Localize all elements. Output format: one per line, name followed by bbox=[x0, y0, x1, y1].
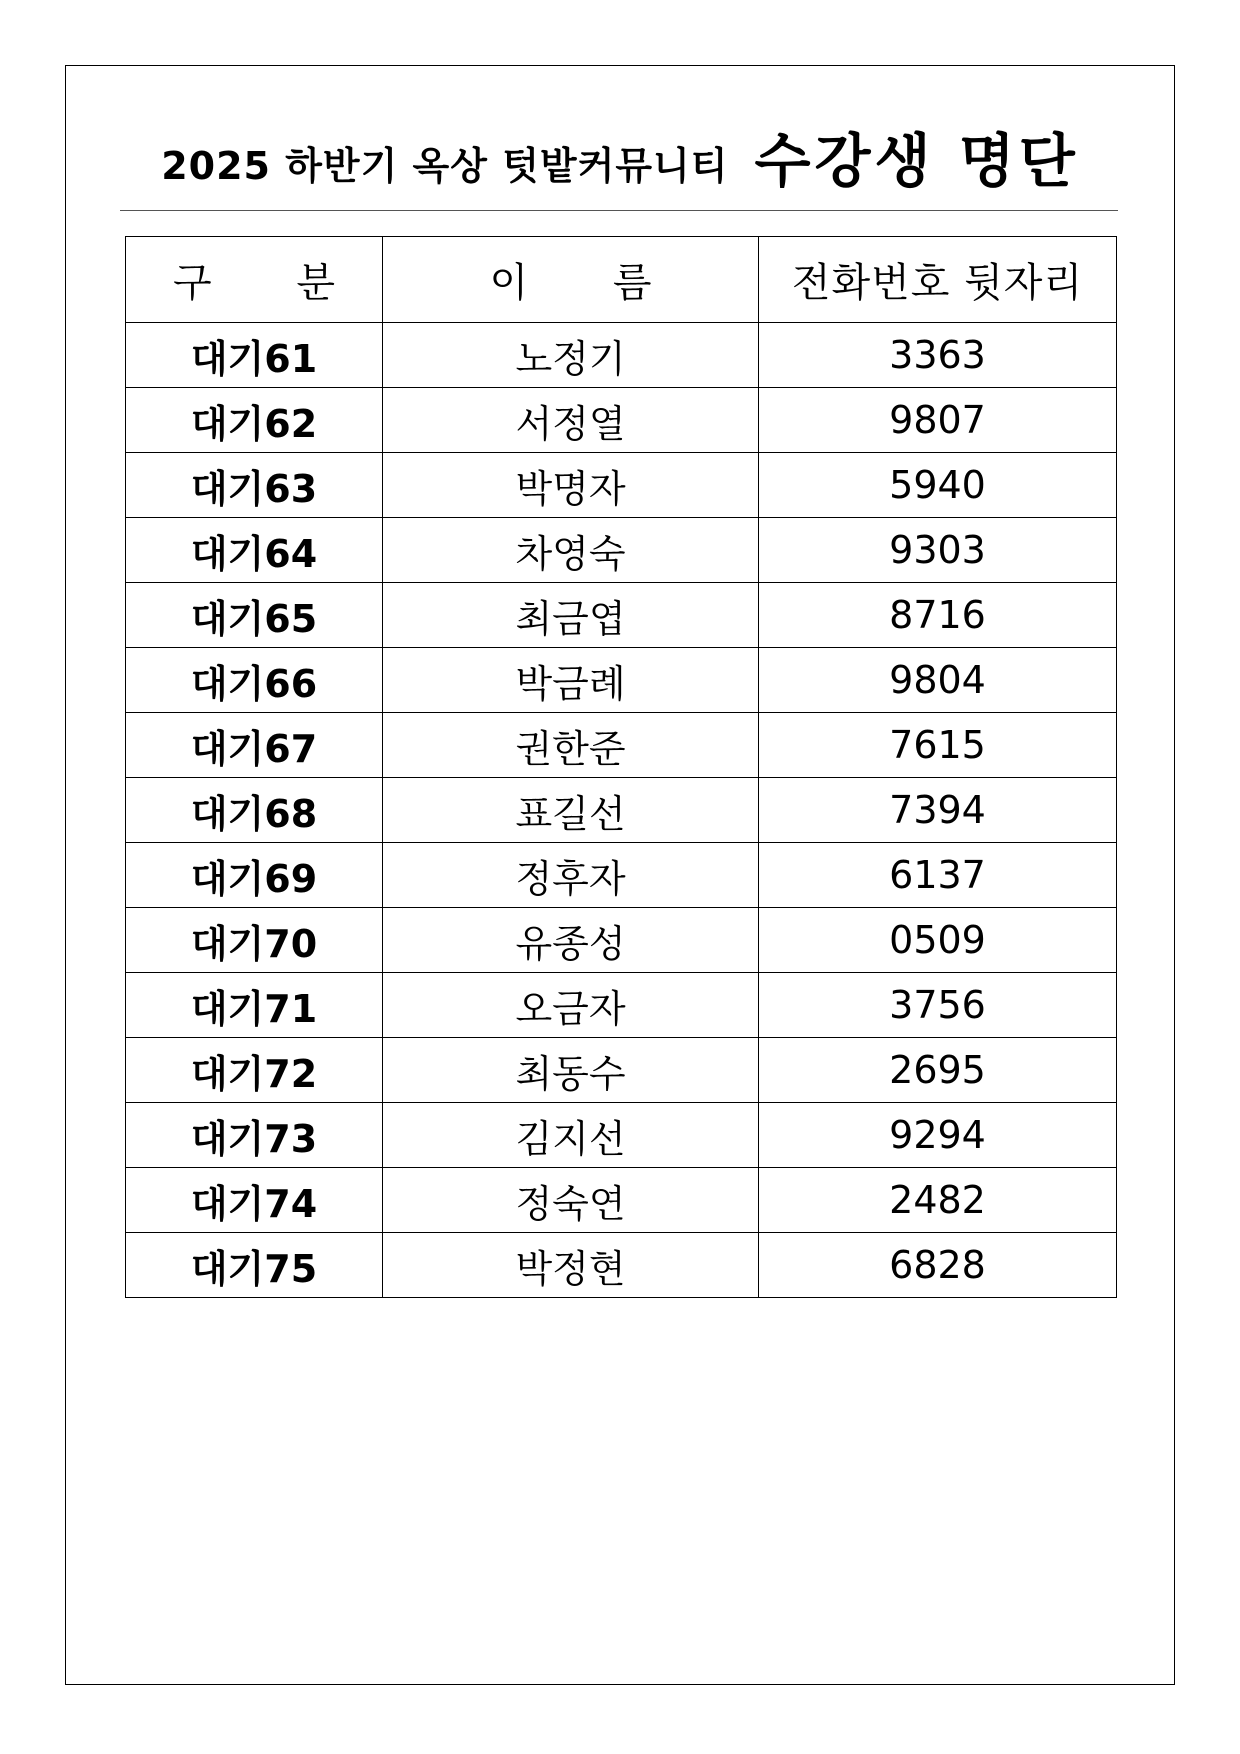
row-name: 박정현 bbox=[383, 1233, 759, 1298]
row-phone: 2482 bbox=[759, 1168, 1117, 1233]
row-category: 대기67 bbox=[126, 713, 383, 778]
row-phone: 6828 bbox=[759, 1233, 1117, 1298]
title-main: 수강생 명단 bbox=[754, 127, 1079, 195]
roster-table bbox=[125, 236, 1117, 1298]
header-phone: 전화번호 뒷자리 bbox=[759, 237, 1117, 323]
row-category: 대기74 bbox=[126, 1168, 383, 1233]
table-row bbox=[126, 1233, 1117, 1298]
table-row bbox=[126, 1103, 1117, 1168]
row-category: 대기66 bbox=[126, 648, 383, 713]
document-title bbox=[120, 118, 1120, 198]
row-category: 대기75 bbox=[126, 1233, 383, 1298]
header-category: 구 분 bbox=[126, 237, 383, 323]
row-category: 대기69 bbox=[126, 843, 383, 908]
table-row bbox=[126, 713, 1117, 778]
row-phone: 3756 bbox=[759, 973, 1117, 1038]
row-phone: 7615 bbox=[759, 713, 1117, 778]
table-row bbox=[126, 453, 1117, 518]
row-phone: 8716 bbox=[759, 583, 1117, 648]
row-name: 박명자 bbox=[383, 453, 759, 518]
table-row bbox=[126, 583, 1117, 648]
row-category: 대기70 bbox=[126, 908, 383, 973]
row-phone: 9294 bbox=[759, 1103, 1117, 1168]
table-row bbox=[126, 323, 1117, 388]
row-category: 대기72 bbox=[126, 1038, 383, 1103]
table-row bbox=[126, 908, 1117, 973]
row-category: 대기71 bbox=[126, 973, 383, 1038]
table-row bbox=[126, 778, 1117, 843]
row-name: 김지선 bbox=[383, 1103, 759, 1168]
row-category: 대기63 bbox=[126, 453, 383, 518]
row-name: 유종성 bbox=[383, 908, 759, 973]
row-category: 대기68 bbox=[126, 778, 383, 843]
row-name: 차영숙 bbox=[383, 518, 759, 583]
row-category: 대기73 bbox=[126, 1103, 383, 1168]
row-category: 대기62 bbox=[126, 388, 383, 453]
table-row bbox=[126, 388, 1117, 453]
title-divider bbox=[120, 210, 1118, 211]
table-row bbox=[126, 518, 1117, 583]
row-name: 정후자 bbox=[383, 843, 759, 908]
header-name: 이 름 bbox=[383, 237, 759, 323]
row-phone: 9303 bbox=[759, 518, 1117, 583]
row-category: 대기65 bbox=[126, 583, 383, 648]
row-category: 대기61 bbox=[126, 323, 383, 388]
row-name: 박금례 bbox=[383, 648, 759, 713]
row-phone: 5940 bbox=[759, 453, 1117, 518]
row-name: 표길선 bbox=[383, 778, 759, 843]
table-header-row bbox=[126, 237, 1117, 323]
table-row bbox=[126, 648, 1117, 713]
row-phone: 3363 bbox=[759, 323, 1117, 388]
row-phone: 9807 bbox=[759, 388, 1117, 453]
title-prefix: 2025 하반기 옥상 텃밭커뮤니티 bbox=[161, 144, 729, 188]
row-name: 오금자 bbox=[383, 973, 759, 1038]
row-phone: 0509 bbox=[759, 908, 1117, 973]
row-phone: 9804 bbox=[759, 648, 1117, 713]
row-name: 최금엽 bbox=[383, 583, 759, 648]
table-row bbox=[126, 973, 1117, 1038]
row-phone: 2695 bbox=[759, 1038, 1117, 1103]
table-row bbox=[126, 1168, 1117, 1233]
row-name: 권한준 bbox=[383, 713, 759, 778]
row-phone: 6137 bbox=[759, 843, 1117, 908]
row-name: 노정기 bbox=[383, 323, 759, 388]
table-row bbox=[126, 1038, 1117, 1103]
row-name: 정숙연 bbox=[383, 1168, 759, 1233]
row-name: 서정열 bbox=[383, 388, 759, 453]
table-row bbox=[126, 843, 1117, 908]
row-category: 대기64 bbox=[126, 518, 383, 583]
row-name: 최동수 bbox=[383, 1038, 759, 1103]
row-phone: 7394 bbox=[759, 778, 1117, 843]
